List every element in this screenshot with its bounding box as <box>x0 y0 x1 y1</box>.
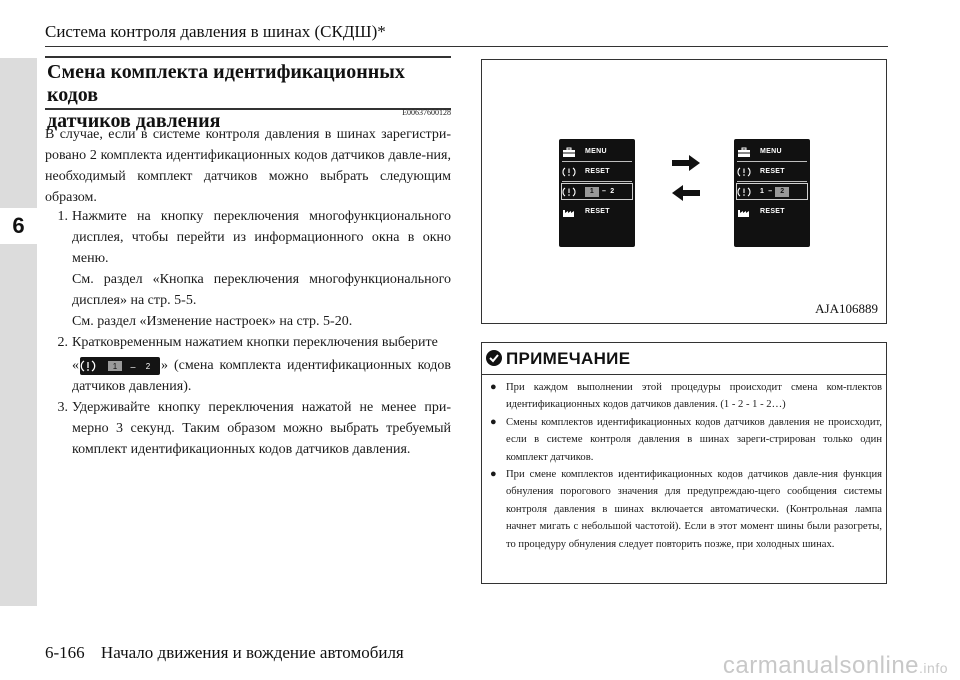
note-bullet-text: При каждом выполнении этой процедуры происходит смена ком-плектов идентификационных кодов датчиков давления. (1 - 2 - 1 - 2…) <box>506 382 882 411</box>
step-text <box>72 355 451 397</box>
step-reference: См. раздел «Кнопка переключения многофункционального дисплея» на стр. 5-5. <box>72 272 451 308</box>
active-set-1: 1 <box>585 187 599 197</box>
page-footer <box>45 643 404 663</box>
tire-pressure-icon <box>737 167 751 177</box>
step-text-before: Кратковременным нажатием кнопки переключения выберите <box>72 335 438 350</box>
tire-pressure-icon <box>737 187 751 197</box>
note-bullet-text: При смене комплектов идентификационных кодов датчиков давле-ния функция обнуления порогового значения для предупреждаю-щего сообщения системы контроля давления в шинах включается автоматически. (Контрольная лампа начнет мигать с небольшой частотой). Если в этот момент шины были разогреты, то процедуру обнуления следует повторить позже, при холодных шинах. <box>506 469 882 550</box>
checkmark-icon <box>486 350 502 366</box>
set-dash: – <box>602 188 607 195</box>
figure-code: AJA106889 <box>815 301 878 316</box>
display-screen-right <box>734 139 810 247</box>
tire-set-row-selected <box>736 183 808 200</box>
step-number: 2. <box>57 335 68 350</box>
menu-row <box>562 143 632 160</box>
reset-label: RESET <box>760 208 785 215</box>
reset-row <box>737 163 807 180</box>
reset-row-2 <box>562 203 632 220</box>
arrow-right-icon <box>672 155 700 176</box>
menu-row <box>737 143 807 160</box>
menu-label: MENU <box>760 148 782 155</box>
section-title-line-2: датчиков давления <box>47 110 221 132</box>
open-quote: « <box>72 358 79 373</box>
inline-set-2: 2 <box>145 361 151 371</box>
set-2: 2 <box>610 188 615 195</box>
reset-label: RESET <box>760 168 785 175</box>
set-dash: – <box>768 188 773 195</box>
note-bullet-text: Смены комплектов идентификационных кодов датчиков давления не происходит, если в системе контроля давления в шинах зареги-стрирован только один комплект датчиков. <box>506 416 882 463</box>
reset-row-2 <box>737 203 807 220</box>
step-3 <box>45 397 451 460</box>
document-code: E00637600128 <box>402 108 451 117</box>
toolbox-icon <box>737 147 751 157</box>
toolbox-icon <box>562 147 576 157</box>
menu-label: MENU <box>585 148 607 155</box>
watermark <box>723 652 948 680</box>
note-bullet <box>490 466 882 553</box>
note-header <box>482 343 886 375</box>
factory-icon <box>737 207 751 217</box>
note-bullet <box>490 379 882 414</box>
inline-set-1: 1 <box>112 361 118 371</box>
section-title-line-1: Смена комплекта идентификационных кодов <box>47 61 405 106</box>
chapter-side-strip <box>0 58 37 606</box>
arrow-left-icon <box>672 185 700 206</box>
display-screen-left <box>559 139 635 247</box>
step-1 <box>45 206 451 332</box>
steps-list <box>45 206 451 460</box>
step-text-after: » (смена комплекта идентификационных кодов датчиков давления). <box>72 358 451 394</box>
step-number: 3. <box>57 400 68 415</box>
watermark-suffix: .info <box>919 660 948 676</box>
bullet-dot-icon: ● <box>490 381 497 393</box>
step-number: 1. <box>57 209 68 224</box>
chapter-number-tab: 6 <box>0 208 37 244</box>
note-body <box>490 379 882 553</box>
watermark-main: carmanualsonline <box>722 652 920 679</box>
page-number: 6-166 <box>45 643 85 662</box>
intro-paragraph: В случае, если в системе контроля давления в шинах зарегистри-ровано 2 комплекта идентификационных кодов датчиков давле-ния, необходимый комплект датчиков можно выбрать следующим образом. <box>45 127 451 205</box>
tire-set-switch-icon <box>80 357 160 375</box>
footer-chapter-title: Начало движения и вождение автомобиля <box>100 643 404 662</box>
factory-icon <box>562 207 576 217</box>
inline-dash: – <box>130 361 136 372</box>
reset-label: RESET <box>585 168 610 175</box>
step-2 <box>45 332 451 397</box>
header-divider <box>45 46 888 47</box>
tire-set-row-selected <box>561 183 633 200</box>
bullet-dot-icon: ● <box>490 415 497 428</box>
active-set-2: 2 <box>775 187 789 197</box>
bullet-dot-icon: ● <box>490 468 497 481</box>
note-bullet <box>490 414 882 466</box>
step-text: Удерживайте кнопку переключения нажатой не менее при-мерно 3 секунд. Таким образом можно выбрать требуемый комплект идентификационных кодов датчиков давления. <box>72 400 451 457</box>
running-header-title: Система контроля давления в шинах (СКДШ)* <box>45 22 386 41</box>
note-box <box>481 342 887 584</box>
step-reference: См. раздел «Изменение настроек» на стр. 5-20. <box>72 314 353 329</box>
reset-label: RESET <box>585 208 610 215</box>
tire-pressure-icon <box>562 167 576 177</box>
step-text <box>72 332 451 353</box>
tire-pressure-icon <box>562 187 576 197</box>
step-text: Нажмите на кнопку переключения многофункционального дисплея, чтобы перейти из информационного окна в окно меню. <box>72 209 451 266</box>
set-1: 1 <box>760 188 765 195</box>
note-title: ПРИМЕЧАНИЕ <box>506 349 631 368</box>
display-illustration <box>481 59 887 324</box>
reset-row <box>562 163 632 180</box>
